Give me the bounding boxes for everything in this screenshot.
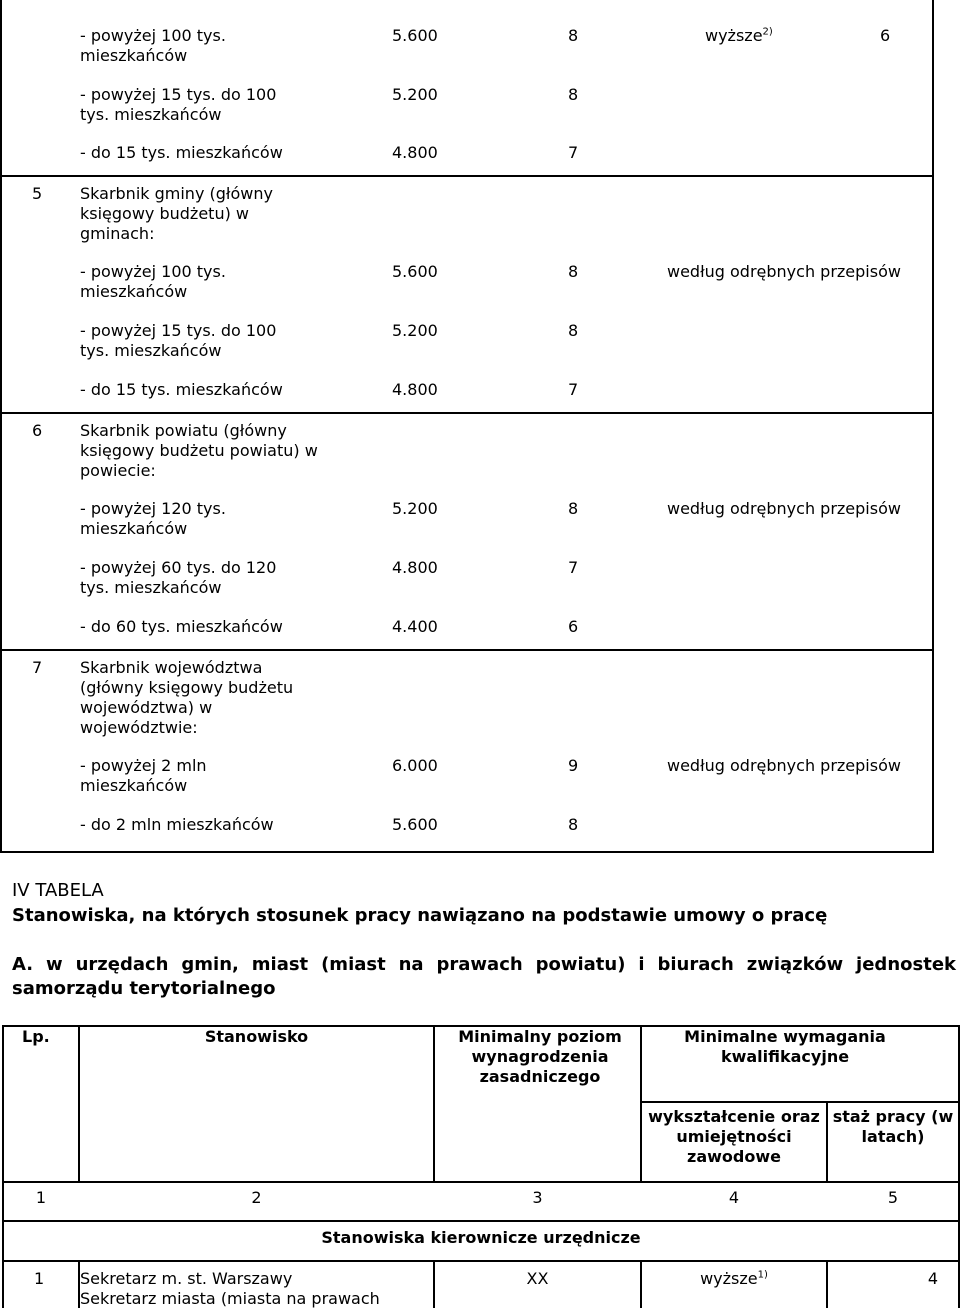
table2-col-divider	[826, 1101, 828, 1183]
table1-row-divider	[0, 412, 934, 414]
table1-border-bottom	[0, 851, 934, 853]
table1-border-right	[932, 0, 934, 853]
table-row-years: 6	[880, 26, 891, 45]
table-row-level: 8	[568, 321, 579, 340]
row-education	[642, 1269, 826, 1289]
table-row-qualification: według odrębnych przepisów	[667, 262, 901, 281]
table-row-label: - do 2 mln mieszkańców	[80, 815, 274, 834]
table-row-heading: Skarbnik gminy (główny księgowy budżetu) w gminach:	[80, 184, 273, 243]
table-row-label: - powyżej 100 tys. mieszkańców	[80, 262, 226, 301]
column-number: 5	[887, 1188, 899, 1207]
header-lp: Lp.	[22, 1027, 50, 1046]
row-seniority: 4	[927, 1269, 938, 1288]
row-position-line1: Sekretarz m. st. Warszawy	[80, 1269, 293, 1288]
table2-header-bottom	[2, 1181, 960, 1183]
table-row-amount: 5.600	[392, 815, 438, 834]
table-row-level: 9	[568, 756, 579, 775]
column-number: 1	[35, 1188, 47, 1207]
table-row-amount: 5.200	[392, 321, 438, 340]
table-row-amount: 5.200	[392, 499, 438, 518]
section-subtitle: Stanowiska, na których stosunek pracy nawiązano na podstawie umowy o pracę	[12, 905, 828, 926]
table-row-qualification: według odrębnych przepisów	[667, 499, 901, 518]
table2-subheader-divider	[640, 1101, 960, 1103]
table-row-label: - powyżej 2 mln mieszkańców	[80, 756, 207, 795]
table-row-level: 8	[568, 26, 579, 45]
header-min-requirements: Minimalne wymagania kwalifikacyjne	[684, 1027, 886, 1066]
table-row-label: - powyżej 100 tys. mieszkańców	[80, 26, 226, 65]
table-row-qualification	[705, 26, 773, 46]
table-row-label: - do 15 tys. mieszkańców	[80, 143, 283, 162]
table-row-amount: 5.600	[392, 26, 438, 45]
table-row-amount: 4.400	[392, 617, 438, 636]
table2-numbers-bottom	[2, 1220, 960, 1222]
table2-border-left	[2, 1025, 4, 1308]
table-row-qualification: według odrębnych przepisów	[667, 756, 901, 775]
qualification-text: wyższe	[705, 26, 763, 45]
column-number: 2	[251, 1188, 262, 1207]
table-row-label: - do 15 tys. mieszkańców	[80, 380, 283, 399]
header-min-salary: Minimalny poziom wynagrodzenia zasadniczego	[458, 1027, 622, 1086]
table-row-number: 6	[32, 421, 43, 440]
footnote-marker: 1)	[757, 1269, 768, 1281]
education-text: wyższe	[700, 1269, 758, 1288]
header-seniority: staż pracy (w latach)	[832, 1107, 954, 1146]
table2-col-divider	[78, 1025, 80, 1183]
table-row-label: - powyżej 15 tys. do 100 tys. mieszkańców	[80, 85, 277, 124]
table-row-level: 7	[568, 143, 579, 162]
table-row-amount: 4.800	[392, 143, 438, 162]
column-number: 4	[728, 1188, 740, 1207]
table-row-level: 8	[568, 499, 579, 518]
section-title: IV TABELA	[12, 880, 104, 901]
section-part-heading: A. w urzędach gmin, miast (miast na prawach powiatu) i biurach związków jednostek samorządu terytorialnego	[12, 954, 956, 999]
table-row-number: 5	[32, 184, 43, 203]
table-row-level: 8	[568, 815, 579, 834]
table-row-level: 8	[568, 85, 579, 104]
table1-row-divider	[0, 175, 934, 177]
table-row-heading: Skarbnik województwa (główny księgowy budżetu województwa) w województwie:	[80, 658, 294, 737]
table-row-heading: Skarbnik powiatu (główny księgowy budżetu powiatu) w powiecie:	[80, 421, 318, 480]
column-number: 3	[532, 1188, 543, 1207]
table-row-number: 7	[32, 658, 43, 677]
table-row-amount: 5.600	[392, 262, 438, 281]
table2-col-divider	[433, 1025, 435, 1183]
table-row-amount: 4.800	[392, 558, 438, 577]
header-education: wykształcenie oraz umiejętności zawodowe	[648, 1107, 820, 1166]
table-row-label: - do 60 tys. mieszkańców	[80, 617, 283, 636]
table-row-label: - powyżej 15 tys. do 100 tys. mieszkańców	[80, 321, 277, 360]
table-row-amount: 6.000	[392, 756, 438, 775]
table-row-level: 7	[568, 558, 579, 577]
row-lp: 1	[34, 1269, 45, 1288]
table-row-level: 6	[568, 617, 579, 636]
table-row-level: 7	[568, 380, 579, 399]
table-row-label: - powyżej 120 tys. mieszkańców	[80, 499, 226, 538]
table1-row-divider	[0, 649, 934, 651]
table-row-amount: 4.800	[392, 380, 438, 399]
header-position: Stanowisko	[204, 1027, 309, 1046]
table-row-amount: 5.200	[392, 85, 438, 104]
row-salary: XX	[526, 1269, 549, 1288]
table1-border-left	[0, 0, 2, 853]
row-position-line2: Sekretarz miasta (miasta na prawach	[80, 1289, 380, 1308]
footnote-marker: 2)	[762, 26, 773, 38]
table-row-label: - powyżej 60 tys. do 120 tys. mieszkańców	[80, 558, 277, 597]
table2-group-bottom	[2, 1260, 960, 1262]
table-row-level: 8	[568, 262, 579, 281]
table2-col-divider	[640, 1025, 642, 1183]
group-title: Stanowiska kierownicze urzędnicze	[321, 1228, 641, 1247]
